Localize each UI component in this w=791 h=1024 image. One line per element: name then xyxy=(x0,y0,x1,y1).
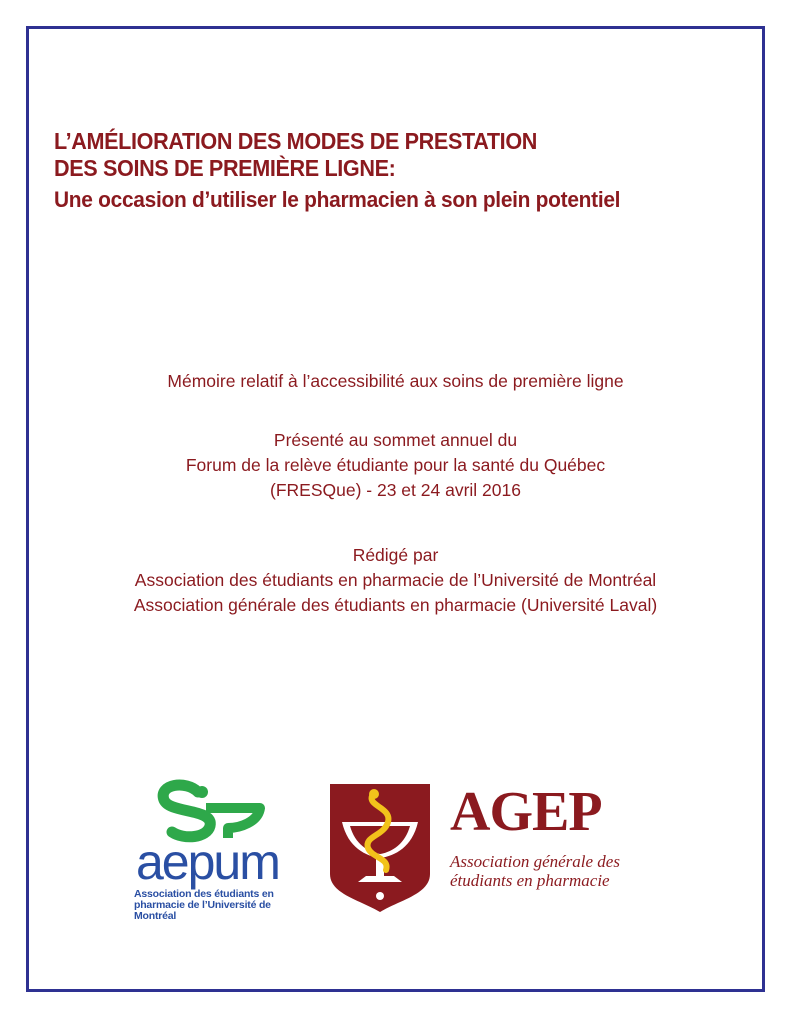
redige-label: Rédigé par xyxy=(352,545,439,565)
presentation-info xyxy=(0,428,791,503)
memoire-text: Mémoire relatif à l’accessibilité aux soins de première ligne xyxy=(167,371,624,391)
title-line-1: L’AMÉLIORATION DES MODES DE PRESTATION xyxy=(54,128,537,154)
agep-desc-line-1: Association générale des xyxy=(450,852,620,871)
agep-wordmark: AGEP xyxy=(450,781,602,843)
presente-line-3: (FRESQue) - 23 et 24 avril 2016 xyxy=(270,480,521,500)
document-title xyxy=(54,128,754,215)
title-line-2: DES SOINS DE PREMIÈRE LIGNE: xyxy=(54,155,396,181)
aepum-sub-line-1: Association des étudiants en xyxy=(134,888,274,900)
memoire-statement xyxy=(0,369,791,394)
author-1: Association des étudiants en pharmacie de l’Université de Montréal xyxy=(134,570,657,590)
title-subtitle: Une occasion d’utiliser le pharmacien à son plein potentiel xyxy=(54,187,621,212)
agep-shield-icon xyxy=(328,782,432,914)
presente-line-1: Présenté au sommet annuel du xyxy=(273,430,518,450)
aepum-sub-line-2: pharmacie de l’Université de Montréal xyxy=(134,899,271,922)
author-2: Association générale des étudiants en pharmacie (Université Laval) xyxy=(133,595,658,615)
authors-block xyxy=(0,543,791,618)
aepum-wordmark: aepum xyxy=(136,834,279,890)
aepum-logo xyxy=(128,778,313,922)
agep-desc-line-2: étudiants en pharmacie xyxy=(450,871,610,890)
agep-logo-text xyxy=(446,782,676,902)
aepum-subtitle xyxy=(134,889,314,922)
presente-line-2: Forum de la relève étudiante pour la santé du Québec xyxy=(185,455,606,475)
